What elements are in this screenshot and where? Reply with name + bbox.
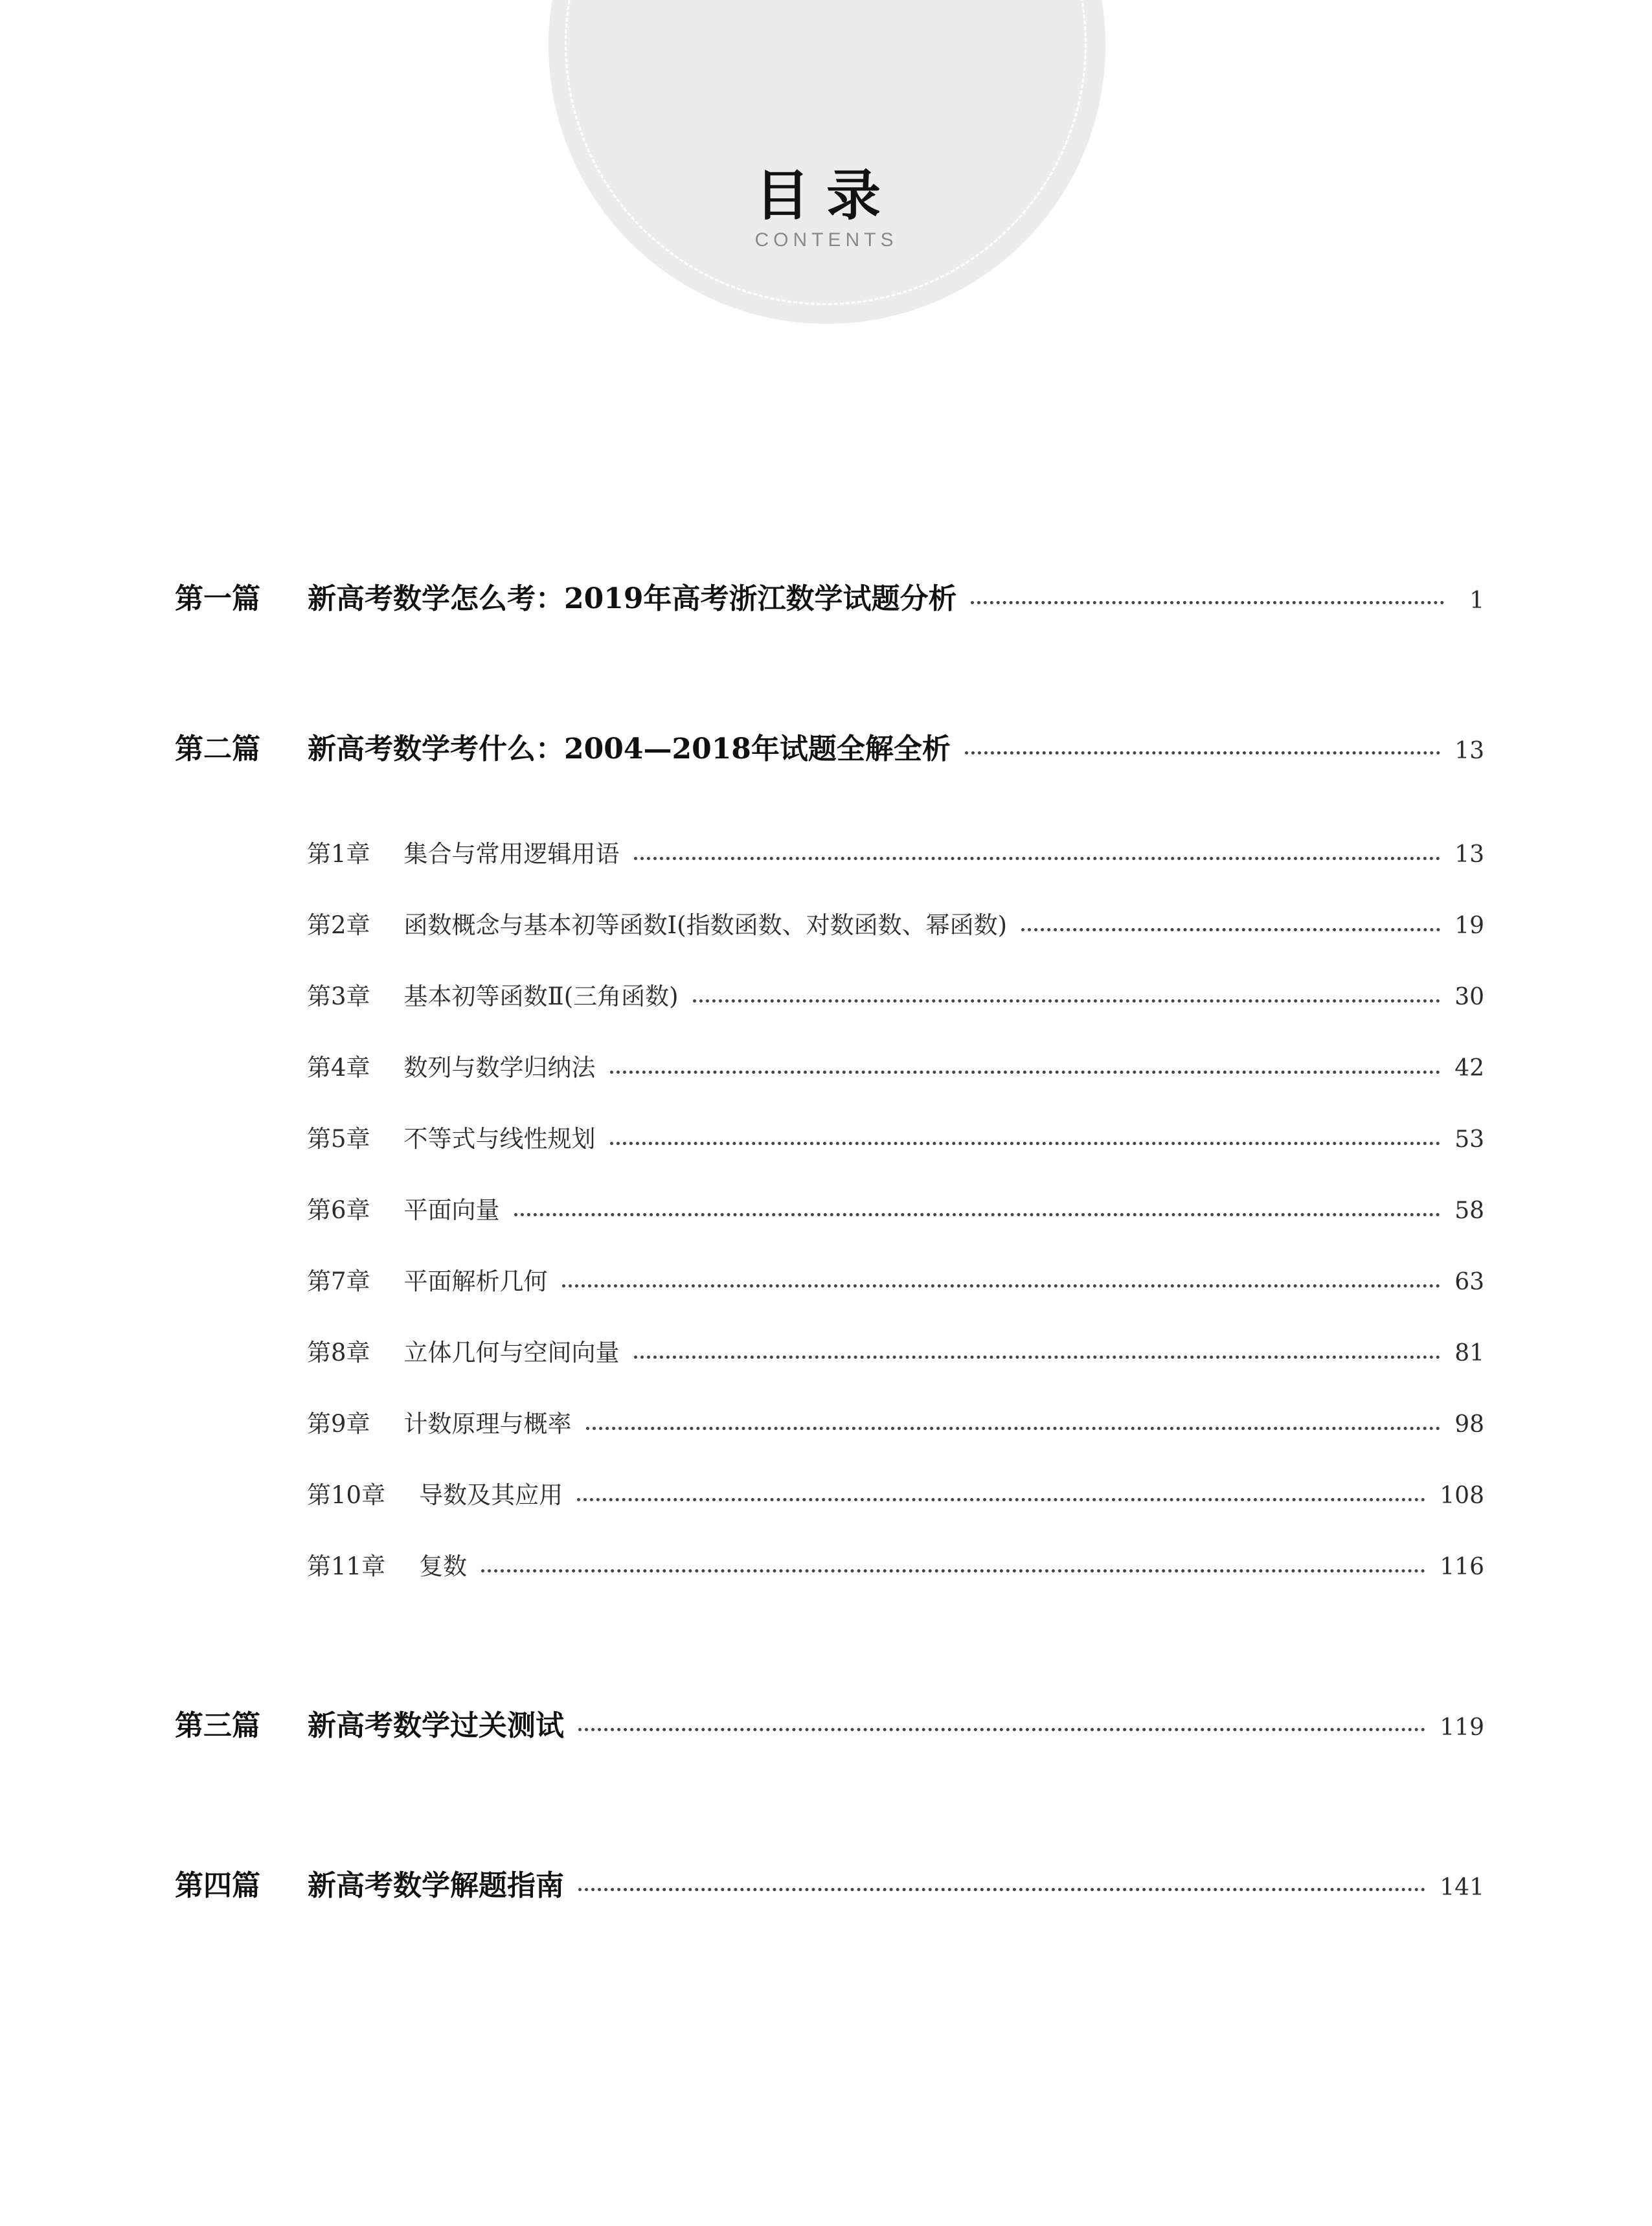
- chapter-title: 函数概念与基本初等函数Ⅰ(指数函数、对数函数、幂函数): [403, 911, 1008, 939]
- chapter-label: 第9章: [307, 1410, 370, 1438]
- toc-chapter-4[interactable]: [307, 1048, 1484, 1083]
- dot-leader: [693, 999, 1441, 1003]
- toc-chapter-5[interactable]: [307, 1119, 1484, 1154]
- page-number: 98: [1454, 1411, 1484, 1438]
- toc-part-2[interactable]: [175, 725, 1484, 767]
- toc-chapter-9[interactable]: [307, 1404, 1484, 1439]
- part-title: 新高考数学怎么考：2019年高考浙江数学试题分析: [308, 582, 957, 615]
- dot-leader: [634, 857, 1441, 860]
- chapter-title: 复数: [419, 1552, 468, 1580]
- dot-leader: [610, 1142, 1441, 1145]
- part-title: 新高考数学过关测试: [308, 1709, 564, 1742]
- page-number: 1: [1469, 587, 1484, 614]
- page-number: 42: [1454, 1055, 1484, 1082]
- chapter-title: 不等式与线性规划: [403, 1125, 596, 1153]
- toc-chapter-3[interactable]: [307, 977, 1484, 1012]
- chapter-label: 第10章: [307, 1481, 386, 1509]
- page-title: 目录: [754, 164, 898, 227]
- toc-part-3[interactable]: [175, 1702, 1484, 1743]
- dot-leader: [577, 1498, 1425, 1501]
- toc-chapter-7[interactable]: [307, 1262, 1484, 1297]
- page-number: 108: [1440, 1482, 1484, 1509]
- toc-chapter-6[interactable]: [307, 1190, 1484, 1225]
- chapter-label: 第8章: [307, 1339, 370, 1367]
- chapter-label: 第5章: [307, 1125, 370, 1153]
- page-subtitle: CONTENTS: [754, 229, 898, 251]
- part-title: 新高考数学考什么：2004—2018年试题全解全析: [308, 733, 951, 766]
- page-number: 116: [1440, 1554, 1484, 1580]
- part-label: 第一篇: [175, 582, 260, 615]
- dot-leader: [562, 1284, 1441, 1288]
- page-number: 13: [1454, 738, 1484, 764]
- page-number: 58: [1454, 1198, 1484, 1224]
- dot-leader: [586, 1427, 1441, 1430]
- dot-leader: [578, 1888, 1425, 1891]
- dot-leader: [578, 1728, 1425, 1731]
- chapter-label: 第6章: [307, 1196, 370, 1224]
- toc-chapter-8[interactable]: [307, 1333, 1484, 1368]
- header-dashed-ring: [565, 0, 1087, 305]
- part-label: 第四篇: [175, 1869, 260, 1902]
- dot-leader: [965, 751, 1440, 755]
- chapter-title: 导数及其应用: [419, 1481, 563, 1509]
- page-number: 81: [1454, 1340, 1484, 1367]
- toc-chapter-1[interactable]: [307, 834, 1484, 869]
- chapter-title: 集合与常用逻辑用语: [403, 840, 620, 868]
- dot-leader: [610, 1071, 1441, 1074]
- dot-leader: [1021, 928, 1440, 931]
- page-number: 141: [1440, 1874, 1484, 1901]
- part-label: 第二篇: [175, 733, 260, 766]
- page-number: 63: [1454, 1269, 1484, 1295]
- chapter-label: 第4章: [307, 1054, 370, 1082]
- page-number: 30: [1454, 984, 1484, 1010]
- toc-chapter-2[interactable]: [307, 905, 1484, 940]
- chapter-title: 平面解析几何: [403, 1267, 548, 1295]
- toc-chapter-10[interactable]: [307, 1475, 1484, 1510]
- chapter-title: 数列与数学归纳法: [403, 1054, 596, 1082]
- dot-leader: [481, 1569, 1425, 1573]
- part-title: 新高考数学解题指南: [308, 1869, 564, 1902]
- chapter-title: 计数原理与概率: [403, 1410, 572, 1438]
- chapter-label: 第2章: [307, 911, 370, 939]
- chapter-label: 第7章: [307, 1267, 370, 1295]
- chapter-title: 平面向量: [403, 1196, 500, 1224]
- chapter-title: 基本初等函数Ⅱ(三角函数): [403, 982, 679, 1010]
- part-label: 第三篇: [175, 1709, 260, 1742]
- chapter-label: 第1章: [307, 840, 370, 868]
- page-number: 119: [1440, 1714, 1484, 1741]
- page-number: 19: [1454, 913, 1484, 939]
- dot-leader: [514, 1213, 1441, 1216]
- chapter-label: 第11章: [307, 1552, 386, 1580]
- page-number: 53: [1454, 1126, 1484, 1153]
- chapter-label: 第3章: [307, 982, 370, 1010]
- toc-chapter-11[interactable]: [307, 1547, 1484, 1582]
- toc-part-4[interactable]: [175, 1862, 1484, 1903]
- toc-part-1[interactable]: [175, 575, 1484, 617]
- page-number: 13: [1454, 841, 1484, 868]
- dot-leader: [634, 1356, 1441, 1359]
- dot-leader: [971, 601, 1444, 604]
- chapter-title: 立体几何与空间向量: [403, 1339, 620, 1367]
